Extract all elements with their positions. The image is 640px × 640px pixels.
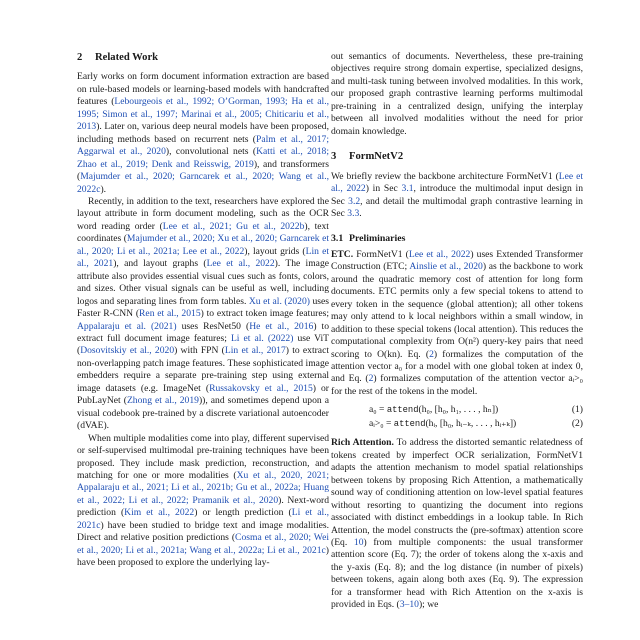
body-text: ), and layout graphs ( [113, 258, 207, 270]
citation-link[interactable]: 10 [353, 536, 364, 548]
body-text: ) or PubLayNet ( [77, 382, 329, 407]
body-text: ), convolutional nets ( [165, 146, 257, 158]
citation-link[interactable]: Appalaraju et al. (2021) [77, 320, 177, 332]
body-text: use ViT ( [77, 332, 329, 357]
section-title: FormNetV2 [349, 151, 404, 163]
equation-lhs: a₀ = [369, 404, 387, 416]
body-text: ), text coordinates ( [77, 220, 329, 245]
body-text: To address the distorted semantic relatedness of tokens created by imperfect OCR serialization, FormNetV1 adapts the attention mechanism to model spatial relationships between tokens by proposing Rich Attention, a mathematically sound way of conditioning attention on low-level spatial features without resorting to quantizing the document into regions associated with distinct embeddings in a lookup table. In Rich Attention, the model constructs the (pre-softmax) attention score (Eq. [331, 437, 583, 548]
citation-link[interactable]: Russakovsky et al., 2015 [209, 382, 313, 394]
body-text: FormNetV1 ( [353, 248, 409, 260]
body-text: ) with FPN ( [174, 345, 225, 357]
body-text: ) have been proposed to explore the underlying lay- [77, 544, 329, 569]
body-text: ) in Sec [365, 183, 402, 195]
body-text: ) or length prediction ( [194, 507, 292, 519]
citation-link[interactable]: Lee et al., 2022 [331, 170, 583, 195]
citation-link[interactable]: 3.3 [347, 207, 360, 219]
body-text: ). [100, 183, 107, 195]
equation-args: (h₀, [h₀, h₁, . . . , hₙ]) [418, 404, 499, 416]
body-text: ), and transformers ( [77, 158, 329, 183]
equation-function: attend [386, 405, 419, 416]
equation-args: (hᵢ, [h₀, hᵢ₋ₖ, . . . , hᵢ₊ₖ]) [425, 418, 517, 430]
citation-link[interactable]: 3.1 [401, 183, 414, 195]
citation-link[interactable]: Ainslie et al., 2020 [409, 261, 483, 273]
citation-link[interactable]: Li et al., 2021c [77, 507, 329, 531]
body-text: uses ResNet50 ( [176, 320, 250, 332]
body-text: ) formalizes computation of the attention vector aᵢ>₀ for the rest of the tokens in the model. [331, 373, 583, 397]
body-text: ); we [418, 599, 439, 611]
body-text: We briefly review the backbone architecture FormNetV1 ( [331, 170, 559, 182]
citation-link[interactable]: Lebourgeois et al., 1992; O’Gorman, 1993; Ha et al., 1995; Simon et al., 1997; Marinai et al., 2005; Chiticariu et al., 2013 [77, 96, 329, 133]
body-text: , introduce the multimodal input design in Sec [331, 183, 583, 207]
citation-link[interactable]: 2 [429, 348, 434, 360]
section-heading-formnetv2 [331, 151, 583, 163]
citation-link[interactable]: Palm et al., 2017; Aggarwal et al., 2020 [77, 133, 329, 158]
paragraph-related-work-1 [77, 71, 329, 196]
subsection-title: Preliminaries [349, 233, 406, 245]
section-title: Related Work [95, 52, 159, 63]
paragraph-continuation [331, 51, 583, 138]
body-text: ) formalizes the computation of the attention vector a₀ for a model with one global token at index 0, and Eq. ( [331, 348, 583, 385]
equation-lhs: aᵢ>₀ = [369, 418, 394, 430]
body-text: ) as the backbone to work around the quadratic memory cost of attention for long form documents. ETC permits only a few special tokens to attend to every token in the sequence (global attention); all other tokens may only attend to k local neighbors within a small window, in addition to these special tokens (local attention). This reduces the computational complexity from O(n²) query-key pairs that need scoring to O(kn). Eq. ( [331, 261, 583, 360]
citation-link[interactable]: He et al., 2016 [249, 320, 314, 332]
paragraph-etc [331, 249, 583, 398]
body-text: Recently, in addition to the text, researchers have explored the layout attribute in form document modeling, such as the OCR word reading order ( [77, 195, 329, 232]
body-text: ). Later on, various deep neural models have been proposed, including methods based on recurrent nets ( [77, 121, 329, 145]
citation-link[interactable]: Xu et al. (2020) [248, 295, 310, 307]
body-text: uses Faster R-CNN ( [77, 295, 329, 320]
subsection-heading-preliminaries [331, 233, 583, 245]
equation-2 [331, 417, 583, 431]
section-number: 2 [77, 52, 83, 63]
body-text: out semantics of documents. Nevertheless, these pre-training objectives require strong domain expertise, specialized designs, and multi-task tuning between involved modalities. In this work, our proposed graph contrastive learning performs multimodal pre-training in a centralized design, unifying the interplay between all involved modalities without the need for prior domain knowledge. [331, 51, 583, 137]
citation-link[interactable]: 3.2 [348, 195, 361, 207]
body-text: ) have been studied to bridge text and image modalities. Direct and relative position predictions ( [77, 519, 329, 544]
body-text: Early works on form document information extraction are based on rule-based models or learning-based models with handcrafted features ( [77, 71, 329, 108]
run-in-heading: ETC. [331, 248, 354, 260]
body-text: . [359, 207, 362, 219]
left-column [77, 52, 329, 570]
body-text: , and detail the multimodal graph contrastive learning in Sec [331, 195, 583, 219]
equation-function: attend [393, 419, 426, 430]
body-text: When multiple modalities come into play, different supervised or self-supervised multimodal pre-training techniques have been proposed. They include mask prediction, reconstruction, and matching for one or more modalities ( [77, 432, 329, 481]
citation-link[interactable]: 2 [368, 373, 374, 385]
citation-link[interactable]: Zhong et al., 2019 [126, 395, 199, 407]
body-text: ) from multiple components: the usual transformer attention score (Eq. 7); the order of tokens along the x-axis and the y-axis (Eq. 8); and the log distance (in number of pixels) between tokens, again along both axes (Eq. 9). The expression for a transformer head with Rich Attention on the x-axis is provided in Eqs. ( [331, 536, 583, 611]
citation-link[interactable]: Majumder et al., 2020; Garncarek et al., 2020; Wang et al., 2022c [77, 171, 329, 195]
equation-1 [331, 403, 583, 417]
citation-link[interactable]: Kim et al., 2022 [124, 507, 195, 519]
citation-link[interactable]: Lee et al., 2021; Gu et al., 2022b [162, 220, 305, 232]
citation-link[interactable]: Lee et al., 2022 [206, 258, 275, 270]
paragraph-related-work-2 [77, 196, 329, 433]
body-text: ) to extract non-overlapping patch image features. These sophisticated image embedders require a separate pre-training step using external image datasets (e.g. ImageNet ( [77, 345, 329, 394]
equation-number: (1) [571, 404, 583, 416]
citation-link[interactable]: Li et al. (2022) [230, 332, 294, 344]
citation-link[interactable]: Lee et al., 2022 [408, 248, 471, 260]
paragraph-related-work-3 [77, 433, 329, 570]
paragraph-formnetv2-intro [331, 171, 583, 221]
section-heading-related-work [77, 52, 329, 64]
citation-link[interactable]: Xu et al., 2020, 2021; Appalaraju et al., 2021; Li et al., 2021b; Gu et al., 2022a; Huang et al., 2022; Li et al., 2022; Pramanik et al., 2020 [77, 469, 330, 506]
citation-link[interactable]: Majumder et al., 2020; Xu et al., 2020; Garncarek et al., 2020; Li et al., 2021a; Lee et al., 2022 [77, 233, 329, 257]
right-column [331, 51, 583, 612]
body-text: ) to extract token image features; [200, 308, 329, 320]
citation-link[interactable]: Lin et al., 2017 [224, 345, 286, 357]
body-text: ) uses Extended Transformer Construction (ETC; [331, 248, 584, 273]
run-in-heading: Rich Attention. [331, 437, 394, 449]
subsection-number: 3.1 [331, 233, 344, 245]
body-text: )), and sometimes depend upon a visual codebook pre-trained by a discrete variational autoencoder (dVAE). [77, 395, 329, 432]
body-text: ), layout grids ( [244, 245, 306, 257]
paragraph-rich-attention [331, 437, 583, 611]
citation-link[interactable]: Katti et al., 2018; Zhao et al., 2019; Denk and Reisswig, 2019 [77, 146, 329, 170]
body-text: ). Next-word prediction ( [77, 494, 329, 519]
citation-link[interactable]: Ren et al., 2015 [139, 308, 201, 320]
citation-link[interactable]: 3–10 [399, 599, 419, 611]
citation-link[interactable]: Dosovitskiy et al., 2020 [80, 345, 175, 357]
equation-number: (2) [571, 418, 583, 430]
section-number: 3 [331, 151, 337, 163]
citation-link[interactable]: Cosma et al., 2020; Wei et al., 2020; Li et al., 2021a; Wang et al., 2022a; Li et al., 2021c [77, 532, 329, 556]
body-text: ). The image attribute also provides essential visual cues such as fonts, colors, and sizes. Other visual signals can be useful as well, including logos and separating lines from form tables. [77, 258, 329, 307]
citation-link[interactable]: Lin et al., 2021 [77, 245, 329, 270]
body-text: ) to extract full document image features; [77, 320, 330, 344]
